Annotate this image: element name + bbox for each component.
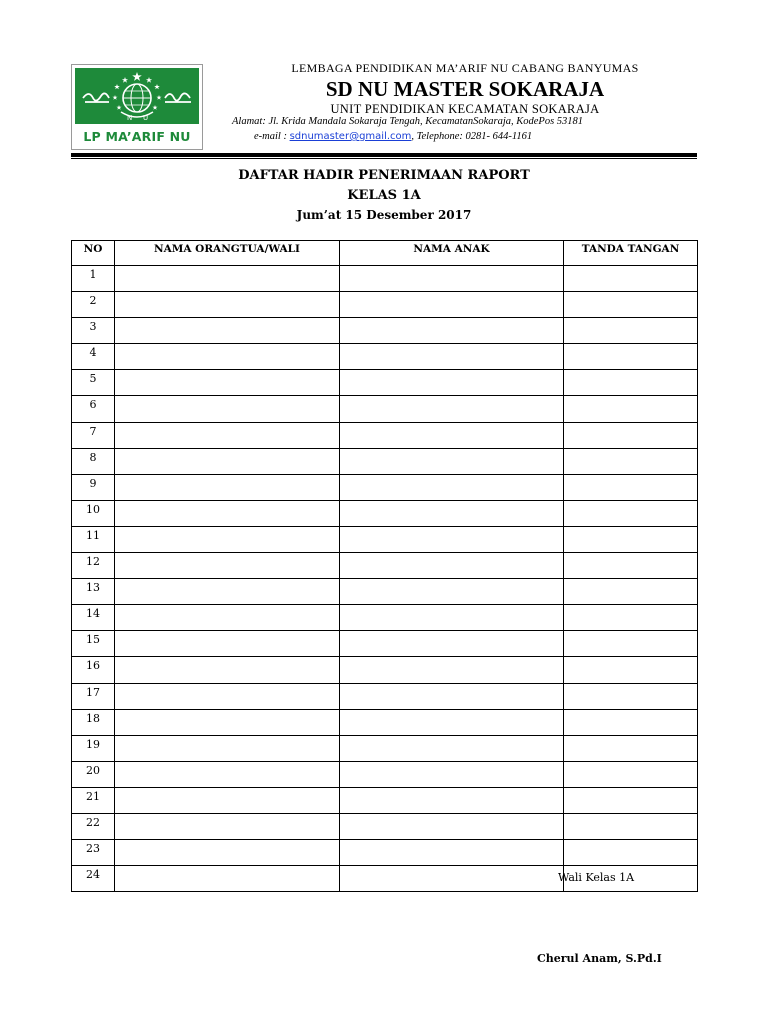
col-header-parent-name: NAMA ORANGTUA/WALI — [115, 241, 340, 266]
child-name-cell[interactable] — [340, 840, 564, 866]
child-name-cell[interactable] — [340, 657, 564, 683]
child-name-cell[interactable] — [340, 761, 564, 787]
organization-name: LEMBAGA PENDIDIKAN MA’ARIF NU CABANG BANYUMAS — [291, 61, 639, 75]
document-date: Jum’at 15 Desember 2017 — [296, 208, 472, 222]
signature-cell[interactable] — [564, 396, 698, 422]
signature-cell[interactable] — [564, 761, 698, 787]
table-row — [72, 526, 698, 552]
row-number: 4 — [72, 344, 115, 370]
table-row — [72, 422, 698, 448]
attendance-table — [71, 240, 698, 892]
table-row — [72, 813, 698, 839]
parent-name-cell[interactable] — [115, 500, 340, 526]
signature-cell[interactable] — [564, 553, 698, 579]
class-title: KELAS 1A — [347, 188, 421, 203]
contact-line — [254, 131, 532, 142]
telephone: , Telephone: 0281- 644-1161 — [411, 131, 533, 142]
child-name-cell[interactable] — [340, 344, 564, 370]
child-name-cell[interactable] — [340, 631, 564, 657]
signature-cell[interactable] — [564, 605, 698, 631]
table-row — [72, 761, 698, 787]
child-name-cell[interactable] — [340, 500, 564, 526]
unit-name: UNIT PENDIDIKAN KECAMATAN SOKARAJA — [330, 102, 600, 116]
parent-name-cell[interactable] — [115, 866, 340, 892]
col-header-signature: TANDA TANGAN — [564, 241, 698, 266]
row-number: 21 — [72, 787, 115, 813]
row-number: 7 — [72, 422, 115, 448]
school-name: SD NU MASTER SOKARAJA — [325, 77, 605, 101]
row-number: 11 — [72, 526, 115, 552]
child-name-cell[interactable] — [340, 866, 564, 892]
email-link[interactable]: sdnumaster@gmail.com — [289, 131, 412, 142]
row-number: 2 — [72, 292, 115, 318]
child-name-cell[interactable] — [340, 787, 564, 813]
child-name-cell[interactable] — [340, 813, 564, 839]
child-name-cell[interactable] — [340, 709, 564, 735]
row-number: 10 — [72, 500, 115, 526]
logo-caption: LP MA’ARIF NU — [83, 129, 191, 144]
child-name-cell[interactable] — [340, 292, 564, 318]
logo-letter-u: U — [143, 114, 149, 122]
parent-name-cell[interactable] — [115, 787, 340, 813]
col-header-no: NO — [72, 241, 115, 266]
child-name-cell[interactable] — [340, 474, 564, 500]
signature-cell[interactable] — [564, 370, 698, 396]
table-row — [72, 553, 698, 579]
parent-name-cell[interactable] — [115, 448, 340, 474]
child-name-cell[interactable] — [340, 266, 564, 292]
parent-name-cell[interactable] — [115, 266, 340, 292]
parent-name-cell[interactable] — [115, 709, 340, 735]
row-number: 12 — [72, 553, 115, 579]
signature-cell[interactable] — [564, 500, 698, 526]
table-row — [72, 735, 698, 761]
table-header-row — [72, 241, 698, 266]
table-row — [72, 344, 698, 370]
signature-cell[interactable] — [564, 474, 698, 500]
logo-letter-n: N — [127, 114, 133, 122]
table-row — [72, 500, 698, 526]
row-number: 6 — [72, 396, 115, 422]
email-prefix: e-mail : — [254, 131, 290, 142]
child-name-cell[interactable] — [340, 318, 564, 344]
row-number: 1 — [72, 266, 115, 292]
table-row — [72, 605, 698, 631]
table-row — [72, 292, 698, 318]
nu-globe-icon — [75, 68, 199, 124]
signature-cell[interactable] — [564, 448, 698, 474]
col-header-child-name: NAMA ANAK — [340, 241, 564, 266]
parent-name-cell[interactable] — [115, 631, 340, 657]
parent-name-cell[interactable] — [115, 579, 340, 605]
signature-cell[interactable] — [564, 735, 698, 761]
row-number: 16 — [72, 657, 115, 683]
signature-cell[interactable] — [564, 292, 698, 318]
signature-cell[interactable] — [564, 266, 698, 292]
child-name-cell[interactable] — [340, 370, 564, 396]
row-number: 9 — [72, 474, 115, 500]
parent-name-cell[interactable] — [115, 422, 340, 448]
header-divider-thin — [71, 158, 697, 159]
signature-cell[interactable] — [564, 526, 698, 552]
parent-name-cell[interactable] — [115, 605, 340, 631]
table-row — [72, 631, 698, 657]
row-number: 14 — [72, 605, 115, 631]
signature-cell[interactable] — [564, 787, 698, 813]
school-logo — [71, 64, 203, 150]
row-number: 15 — [72, 631, 115, 657]
signature-cell[interactable] — [564, 344, 698, 370]
signature-cell[interactable] — [564, 422, 698, 448]
row-number: 17 — [72, 683, 115, 709]
signature-cell[interactable] — [564, 631, 698, 657]
table-row — [72, 370, 698, 396]
child-name-cell[interactable] — [340, 735, 564, 761]
table-row — [72, 787, 698, 813]
child-name-cell[interactable] — [340, 526, 564, 552]
row-number: 8 — [72, 448, 115, 474]
parent-name-cell[interactable] — [115, 657, 340, 683]
child-name-cell[interactable] — [340, 448, 564, 474]
header-divider-thick — [71, 153, 697, 157]
parent-name-cell[interactable] — [115, 761, 340, 787]
child-name-cell[interactable] — [340, 396, 564, 422]
table-row — [72, 579, 698, 605]
signature-cell[interactable] — [564, 709, 698, 735]
parent-name-cell[interactable] — [115, 474, 340, 500]
child-name-cell[interactable] — [340, 422, 564, 448]
parent-name-cell[interactable] — [115, 318, 340, 344]
table-row — [72, 448, 698, 474]
table-row — [72, 709, 698, 735]
row-number: 5 — [72, 370, 115, 396]
child-name-cell[interactable] — [340, 605, 564, 631]
signature-cell[interactable] — [564, 318, 698, 344]
logo-emblem — [75, 68, 199, 124]
signature-cell[interactable] — [564, 579, 698, 605]
row-number: 24 — [72, 866, 115, 892]
signature-cell[interactable] — [564, 683, 698, 709]
signature-cell[interactable] — [564, 657, 698, 683]
table-row — [72, 657, 698, 683]
table-row — [72, 266, 698, 292]
parent-name-cell[interactable] — [115, 526, 340, 552]
school-address: Alamat: Jl. Krida Mandala Sokaraja Tengah, KecamatanSokaraja, KodePos 53181 — [232, 116, 584, 127]
table-row — [72, 396, 698, 422]
parent-name-cell[interactable] — [115, 344, 340, 370]
row-number: 13 — [72, 579, 115, 605]
child-name-cell[interactable] — [340, 683, 564, 709]
row-number: 23 — [72, 840, 115, 866]
signature-cell[interactable] — [564, 813, 698, 839]
homeroom-teacher-label: Wali Kelas 1A — [558, 871, 635, 884]
table-row — [72, 318, 698, 344]
table-row — [72, 474, 698, 500]
parent-name-cell[interactable] — [115, 813, 340, 839]
child-name-cell[interactable] — [340, 553, 564, 579]
row-number: 3 — [72, 318, 115, 344]
parent-name-cell[interactable] — [115, 840, 340, 866]
parent-name-cell[interactable] — [115, 292, 340, 318]
row-number: 22 — [72, 813, 115, 839]
table-row — [72, 683, 698, 709]
child-name-cell[interactable] — [340, 579, 564, 605]
document-title: DAFTAR HADIR PENERIMAAN RAPORT — [238, 168, 530, 183]
signature-cell[interactable] — [564, 840, 698, 866]
signatory-name: Cherul Anam, S.Pd.I — [537, 952, 662, 965]
parent-name-cell[interactable] — [115, 735, 340, 761]
table-row — [72, 840, 698, 866]
parent-name-cell[interactable] — [115, 396, 340, 422]
row-number: 18 — [72, 709, 115, 735]
row-number: 19 — [72, 735, 115, 761]
parent-name-cell[interactable] — [115, 683, 340, 709]
parent-name-cell[interactable] — [115, 370, 340, 396]
row-number: 20 — [72, 761, 115, 787]
parent-name-cell[interactable] — [115, 553, 340, 579]
